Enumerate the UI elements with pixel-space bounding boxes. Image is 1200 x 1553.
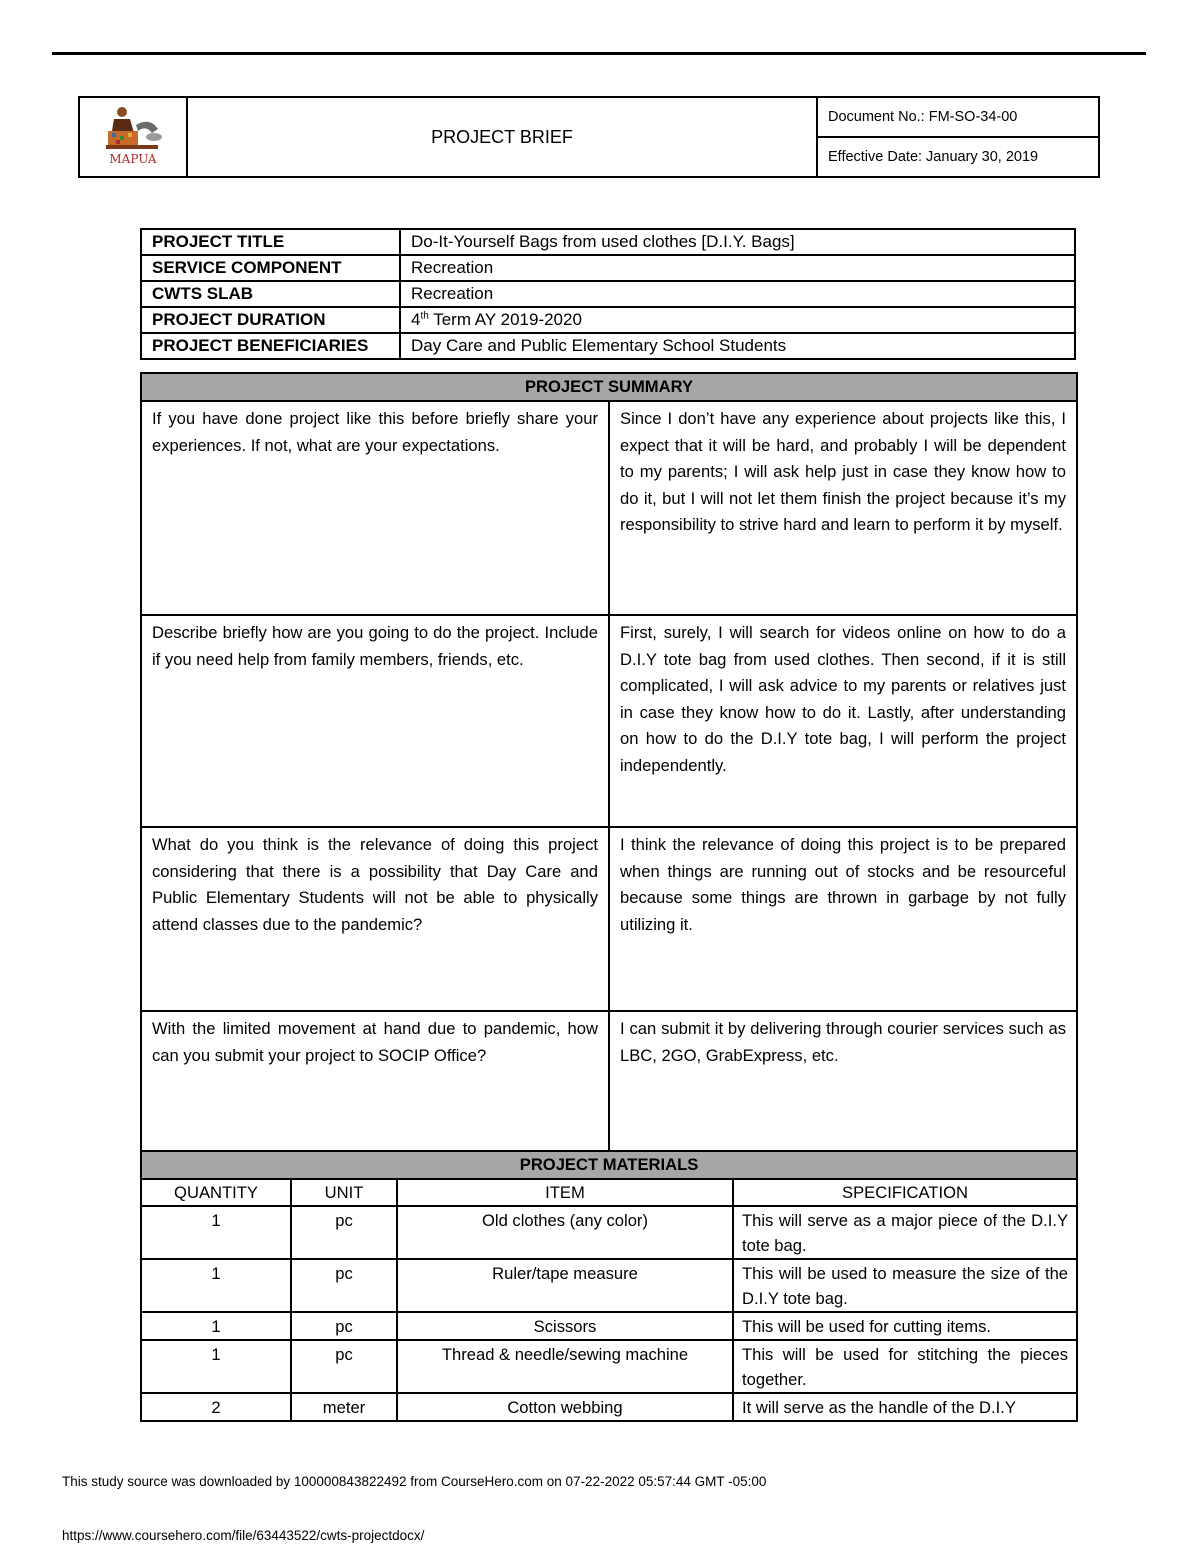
project-info-table bbox=[140, 228, 1076, 360]
info-row-beneficiaries bbox=[141, 333, 1075, 359]
logo-text: MAPUA bbox=[109, 151, 157, 166]
document-number: Document No.: FM-SO-34-00 bbox=[817, 97, 1099, 137]
summary-row bbox=[141, 615, 1077, 827]
mapua-logo-icon bbox=[98, 103, 168, 167]
table-row bbox=[141, 1393, 1077, 1421]
project-summary-table bbox=[140, 372, 1078, 1172]
cell-quantity: 1 bbox=[141, 1340, 291, 1393]
cell-specification: This will be used to measure the size of the D.I.Y tote bag. bbox=[733, 1259, 1077, 1312]
cell-item: Cotton webbing bbox=[397, 1393, 733, 1421]
service-component-label: SERVICE COMPONENT bbox=[141, 255, 400, 281]
cell-item: Scissors bbox=[397, 1312, 733, 1340]
summary-row bbox=[141, 827, 1077, 1011]
summary-answer: Since I don’t have any experience about projects like this, I expect that it will be hard, and probably I will be dependent to my parents; I will ask help just in case they know how to do it, but I will not let them finish the project because it’s my responsibility to strive hard and learn to perform it by myself. bbox=[609, 401, 1077, 615]
summary-row bbox=[141, 1011, 1077, 1171]
project-duration-label: PROJECT DURATION bbox=[141, 307, 400, 333]
cell-quantity: 1 bbox=[141, 1312, 291, 1340]
cell-unit: pc bbox=[291, 1312, 397, 1340]
project-materials-table bbox=[140, 1150, 1078, 1422]
page-title: PROJECT BRIEF bbox=[187, 97, 817, 177]
logo-cell bbox=[79, 97, 187, 177]
cell-unit: pc bbox=[291, 1206, 397, 1259]
beneficiaries-value: Day Care and Public Elementary School Students bbox=[400, 333, 1075, 359]
summary-answer: I think the relevance of doing this project is to be prepared when things are running out of stocks and be resourceful because some things are thrown in garbage by not fully utilizing it. bbox=[609, 827, 1077, 1011]
cwts-slab-value: Recreation bbox=[400, 281, 1075, 307]
cell-quantity: 1 bbox=[141, 1206, 291, 1259]
source-url-link[interactable]: https://www.coursehero.com/file/63443522/cwts-projectdocx/ bbox=[62, 1528, 425, 1543]
info-row-service bbox=[141, 255, 1075, 281]
info-row-slab bbox=[141, 281, 1075, 307]
cell-quantity: 2 bbox=[141, 1393, 291, 1421]
summary-question: With the limited movement at hand due to pandemic, how can you submit your project to SOCIP Office? bbox=[141, 1011, 609, 1171]
column-header-unit: UNIT bbox=[291, 1179, 397, 1206]
cell-quantity: 1 bbox=[141, 1259, 291, 1312]
top-rule bbox=[52, 52, 1146, 55]
cell-specification: This will be used for cutting items. bbox=[733, 1312, 1077, 1340]
materials-header-row bbox=[141, 1179, 1077, 1206]
cell-specification: It will serve as the handle of the D.I.Y bbox=[733, 1393, 1077, 1421]
duration-number: 4 bbox=[411, 310, 421, 329]
table-row bbox=[141, 1206, 1077, 1259]
cell-specification: This will be used for stitching the pieces together. bbox=[733, 1340, 1077, 1393]
materials-heading: PROJECT MATERIALS bbox=[141, 1151, 1077, 1179]
summary-answer: First, surely, I will search for videos online on how to do a D.I.Y tote bag from used clothes. Then second, if it is still complicated, I will ask advice to my parents or relatives just in case they know how to do it. Lastly, after understanding on how to do the D.I.Y tote bag, I will perform the project independently. bbox=[609, 615, 1077, 827]
summary-question: Describe briefly how are you going to do the project. Include if you need help from family members, friends, etc. bbox=[141, 615, 609, 827]
summary-answer: I can submit it by delivering through courier services such as LBC, 2GO, GrabExpress, etc. bbox=[609, 1011, 1077, 1171]
project-title-value: Do-It-Yourself Bags from used clothes [D.I.Y. Bags] bbox=[400, 229, 1075, 255]
column-header-specification: SPECIFICATION bbox=[733, 1179, 1077, 1206]
document-header bbox=[78, 96, 1100, 178]
cell-item: Old clothes (any color) bbox=[397, 1206, 733, 1259]
cell-unit: pc bbox=[291, 1259, 397, 1312]
summary-heading: PROJECT SUMMARY bbox=[141, 373, 1077, 401]
summary-row bbox=[141, 401, 1077, 615]
column-header-item: ITEM bbox=[397, 1179, 733, 1206]
duration-suffix: th bbox=[420, 310, 429, 322]
column-header-quantity: QUANTITY bbox=[141, 1179, 291, 1206]
beneficiaries-label: PROJECT BENEFICIARIES bbox=[141, 333, 400, 359]
cell-item: Ruler/tape measure bbox=[397, 1259, 733, 1312]
download-notice: This study source was downloaded by 100000843822492 from CourseHero.com on 07-22-2022 05:57:44 GMT -05:00 bbox=[62, 1474, 767, 1489]
project-duration-value bbox=[400, 307, 1075, 333]
effective-date: Effective Date: January 30, 2019 bbox=[817, 137, 1099, 177]
cell-unit: pc bbox=[291, 1340, 397, 1393]
service-component-value: Recreation bbox=[400, 255, 1075, 281]
project-title-label: PROJECT TITLE bbox=[141, 229, 400, 255]
info-row-title bbox=[141, 229, 1075, 255]
table-row bbox=[141, 1340, 1077, 1393]
info-row-duration bbox=[141, 307, 1075, 333]
cell-specification: This will serve as a major piece of the D.I.Y tote bag. bbox=[733, 1206, 1077, 1259]
table-row bbox=[141, 1259, 1077, 1312]
summary-question: If you have done project like this before briefly share your experiences. If not, what are your expectations. bbox=[141, 401, 609, 615]
cell-item: Thread & needle/sewing machine bbox=[397, 1340, 733, 1393]
table-row bbox=[141, 1312, 1077, 1340]
duration-text: Term AY 2019-2020 bbox=[428, 310, 582, 329]
summary-question: What do you think is the relevance of doing this project considering that there is a possibility that Day Care and Public Elementary Students will not be able to physically attend classes due to the pandemic? bbox=[141, 827, 609, 1011]
cell-unit: meter bbox=[291, 1393, 397, 1421]
cwts-slab-label: CWTS SLAB bbox=[141, 281, 400, 307]
